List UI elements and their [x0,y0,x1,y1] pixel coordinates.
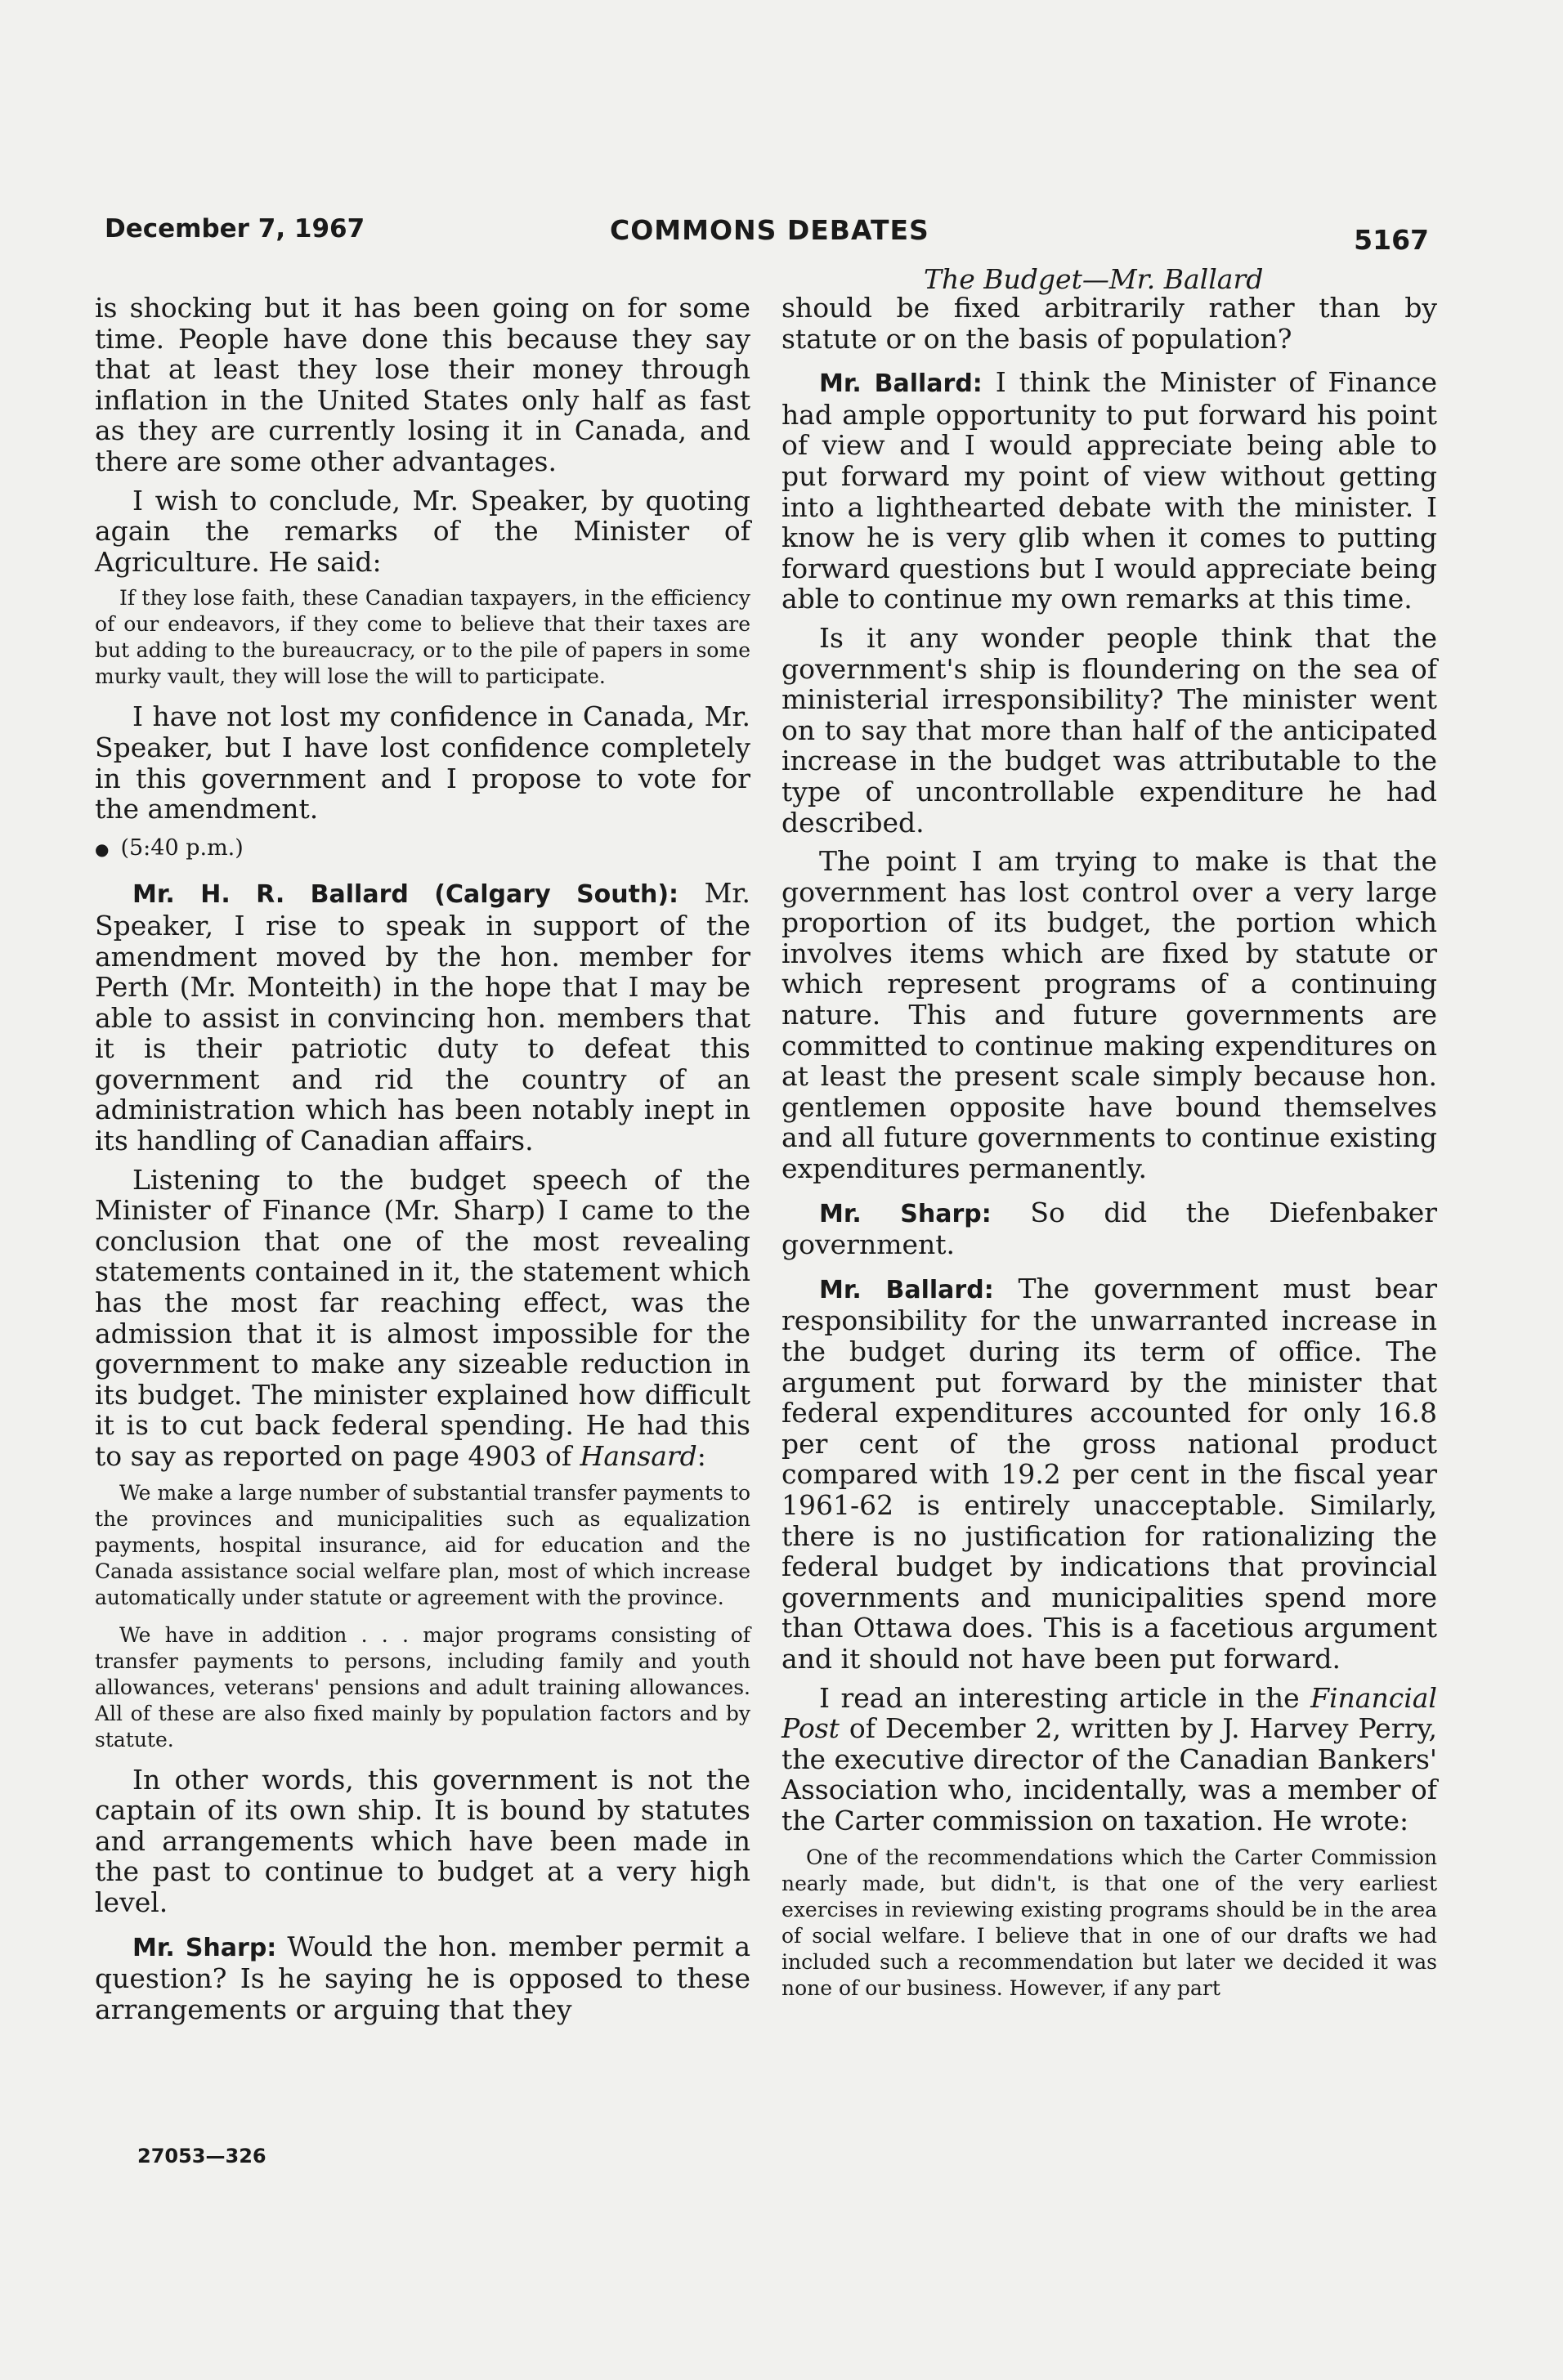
speech-text: I think the Minister of Finance had ample opportunity to put forward his point of view and I would appreciate being able to put forward my point of view without getting into a lighthearted debate with the minister. I know he is very glib when it comes to putting forward questions but I would appreciate being able to continue my own remarks at this time. [782,366,1437,615]
speech [782,1273,1437,1675]
paragraph [782,1683,1437,1836]
page-number: 5167 [1354,224,1429,256]
paragraph: The point I am trying to make is that the government has lost control over a very large proportion of its budget, the portion which involves items which are fixed by statute or which represent programs of a continuing nature. This and future governments are committed to continue making expenditures on at least the present scale simply because hon. gentlemen opposite have bound themselves and all future governments to continue existing expenditures permanently. [782,845,1437,1185]
speech-text: So did the Diefenbaker government. [782,1196,1437,1261]
paragraph-text: I read an interesting article in the [819,1681,1311,1714]
paragraph-text: of December 2, written by J. Harvey Perry, the executive director of the Canadian Bankers' Association who, incidentally, was a member of the Carter commission on taxation. He wrote: [782,1712,1437,1836]
publication-title: Financial Post [782,1681,1437,1745]
speech [782,367,1437,615]
paragraph: should be fixed arbitrarily rather than by statute or on the basis of population? [782,292,1437,355]
speaker-name: Mr. Ballard: [819,369,983,399]
block-quote: We make a large number of substantial transfer payments to the provinces and municipalities such as equalization payments, hospital insurance, aid for education and the Canada assistance social welfare plan, most of which increase automatically under statute or agreement with the province. [95,1480,750,1609]
speech-text: Would the hon. member permit a question? Is he saying he is opposed to these arrangements or arguing that they [95,1930,750,2025]
header-date: December 7, 1967 [105,214,365,244]
page-header [105,214,1429,255]
paragraph-text: Listening to the budget speech of the Minister of Finance (Mr. Sharp) I came to the conclusion that one of the most revealing statements contained in it, the statement which has the most far reaching effect, was the admission that it is almost impossible for the government to make any sizeable reduction in its budget. The minister explained how difficult it is to cut back federal spending. He had this to say as reported on page 4903 of [95,1163,750,1472]
paragraph: In other words, this government is not the captain of its own ship. It is bound by statutes and arrangements which have been made in the past to continue to budget at a very high level. [95,1763,750,1918]
speaker-name: Mr. Sharp: [819,1199,992,1228]
paragraph: I wish to conclude, Mr. Speaker, by quoting again the remarks of the Minister of Agriculture. He said: [95,484,750,578]
left-column [95,293,750,2033]
paragraph: I have not lost my confidence in Canada, Mr. Speaker, but I have lost confidence completely in this government and I propose to vote for the amendment. [95,700,750,825]
speech [95,1931,750,2025]
header-title: COMMONS DEBATES [610,214,929,246]
speech [95,878,750,1156]
block-quote: If they lose faith, these Canadian taxpayers, in the efficiency of our endeavors, if they come to believe that their taxes are but adding to the bureaucracy, or to the pile of papers in some murky vault, they will lose the will to participate. [95,586,750,689]
bullet-icon: ● [95,839,110,859]
paragraph-text: : [696,1440,706,1472]
speaker-name: Mr. Sharp: [132,1933,277,1962]
block-quote: We have in addition . . . major programs consisting of transfer payments to persons, including family and youth allowances, veterans' pensions and adult training allowances. All of these are also fixed mainly by population factors and by statute. [95,1622,750,1751]
paragraph: is shocking but it has been going on for some time. People have done this because they say that at least they lose their money through inflation in the United States only half as fast as they are currently losing it in Canada, and there are some other advantages. [95,292,750,477]
hansard-title: Hansard [580,1440,697,1472]
running-head: The Budget—Mr. Ballard [924,263,1264,295]
speaker-name: Mr. H. R. Ballard (Calgary South): [132,880,679,910]
speaker-name: Mr. Ballard: [819,1275,994,1304]
block-quote: One of the recommendations which the Carter Commission nearly made, but didn't, is that one of the very earliest exercises in reviewing existing programs should be in the area of social welfare. I believe that in one of our drafts we had included such a recommendation but later we decided it was none of our business. However, if any part [782,1845,1437,2000]
speech [782,1197,1437,1260]
time-stamp [95,833,750,866]
speech-text: The government must bear responsibility for the unwarranted increase in the budget during its term of office. The argument put forward by the minister that federal expenditures accounted for only 16.8 per cent of the gross national product compared with 19.2 per cent in the fiscal year 1961-62 is entirely unacceptable. Similarly, there is no justification for rationalizing the federal budget by indications that provincial governments and municipalities spend more than Ottawa does. This is a facetious argument and it should not have been put forward. [782,1272,1437,1675]
paragraph [95,1165,750,1472]
speech-text: Mr. Speaker, I rise to speak in support of the amendment moved by the hon. member for Perth (Mr. Monteith) in the hope that I may be able to assist in convincing hon. members that it is their patriotic duty to defeat this government and rid the country of an administration which has been notably inept in its handling of Canadian affairs. [95,877,750,1157]
paragraph: Is it any wonder people think that the government's ship is floundering on the sea of ministerial irresponsibility? The minister went on to say that more than half of the anticipated increase in the budget was attributable to the type of uncontrollable expenditure he had described. [782,621,1437,839]
right-column [782,293,1437,2013]
time-text: (5:40 p.m.) [120,834,244,861]
footer-code: 27053—326 [137,2145,266,2168]
